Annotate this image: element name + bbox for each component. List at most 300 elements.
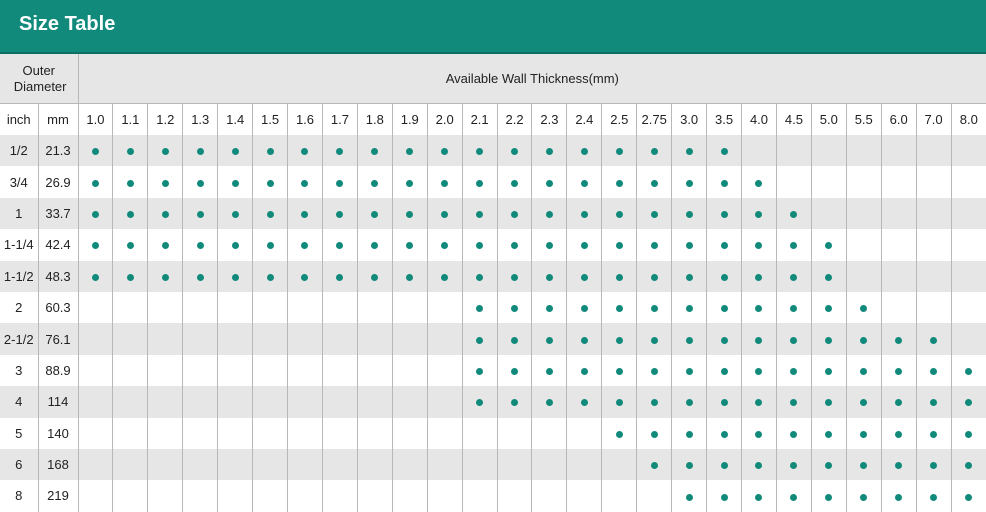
thickness-cell	[951, 418, 986, 449]
thickness-cell	[497, 229, 532, 260]
availability-dot-icon	[860, 305, 867, 312]
availability-dot-icon	[721, 399, 728, 406]
table-row	[0, 480, 986, 511]
thickness-cell	[497, 480, 532, 511]
thickness-cell	[776, 323, 811, 354]
thickness-cell	[846, 229, 881, 260]
availability-dot-icon	[825, 462, 832, 469]
thickness-cell	[567, 480, 602, 511]
availability-dot-icon	[441, 242, 448, 249]
thickness-cell	[602, 480, 637, 511]
thickness-header-cell: 2.5	[602, 104, 637, 136]
thickness-cell	[462, 449, 497, 480]
thickness-header-cell: 2.75	[637, 104, 672, 136]
thickness-cell	[183, 292, 218, 323]
thickness-cell	[637, 166, 672, 197]
availability-dot-icon	[162, 180, 169, 187]
availability-dot-icon	[686, 399, 693, 406]
thickness-cell	[846, 480, 881, 511]
thickness-cell	[253, 261, 288, 292]
inch-cell: 6	[0, 449, 38, 480]
thickness-header-cell: 2.1	[462, 104, 497, 136]
thickness-cell	[742, 292, 777, 323]
thickness-cell	[707, 198, 742, 229]
availability-dot-icon	[755, 399, 762, 406]
availability-dot-icon	[965, 399, 972, 406]
thickness-header-cell: 1.8	[357, 104, 392, 136]
thickness-cell	[811, 261, 846, 292]
thickness-cell	[148, 418, 183, 449]
thickness-cell	[113, 386, 148, 417]
availability-dot-icon	[546, 180, 553, 187]
thickness-cell	[742, 166, 777, 197]
thickness-cell	[497, 166, 532, 197]
thickness-cell	[322, 386, 357, 417]
thickness-cell	[427, 229, 462, 260]
mm-cell: 48.3	[38, 261, 78, 292]
thickness-cell	[672, 480, 707, 511]
availability-dot-icon	[406, 180, 413, 187]
inch-cell: 3	[0, 355, 38, 386]
thickness-cell	[392, 323, 427, 354]
thickness-cell	[707, 323, 742, 354]
thickness-cell	[462, 355, 497, 386]
thickness-cell	[776, 355, 811, 386]
availability-dot-icon	[930, 431, 937, 438]
thickness-cell	[322, 355, 357, 386]
page-title: Size Table	[19, 13, 116, 35]
thickness-cell	[916, 198, 951, 229]
availability-dot-icon	[441, 274, 448, 281]
thickness-cell	[602, 449, 637, 480]
thickness-cell	[811, 418, 846, 449]
thickness-cell	[742, 261, 777, 292]
thickness-header-cell: 2.3	[532, 104, 567, 136]
availability-dot-icon	[476, 180, 483, 187]
thickness-cell	[322, 135, 357, 166]
availability-dot-icon	[511, 274, 518, 281]
thickness-cell	[532, 166, 567, 197]
thickness-cell	[288, 323, 323, 354]
thickness-header-cell: 1.5	[253, 104, 288, 136]
thickness-cell	[497, 449, 532, 480]
thickness-cell	[532, 355, 567, 386]
thickness-cell	[567, 198, 602, 229]
thickness-cell	[357, 480, 392, 511]
thickness-cell	[742, 480, 777, 511]
availability-dot-icon	[755, 431, 762, 438]
thickness-cell	[392, 480, 427, 511]
availability-dot-icon	[686, 148, 693, 155]
availability-dot-icon	[651, 305, 658, 312]
thickness-cell	[218, 198, 253, 229]
mm-cell: 60.3	[38, 292, 78, 323]
availability-dot-icon	[790, 462, 797, 469]
thickness-cell	[427, 418, 462, 449]
thickness-cell	[427, 480, 462, 511]
availability-dot-icon	[197, 274, 204, 281]
availability-dot-icon	[651, 368, 658, 375]
thickness-cell	[148, 386, 183, 417]
thickness-cell	[602, 355, 637, 386]
availability-dot-icon	[686, 242, 693, 249]
thickness-cell	[951, 386, 986, 417]
table-row	[0, 418, 986, 449]
thickness-cell	[253, 135, 288, 166]
table-row	[0, 449, 986, 480]
thickness-cell	[357, 355, 392, 386]
mm-cell: 114	[38, 386, 78, 417]
availability-dot-icon	[616, 431, 623, 438]
availability-dot-icon	[721, 462, 728, 469]
availability-dot-icon	[965, 494, 972, 501]
availability-dot-icon	[930, 399, 937, 406]
availability-dot-icon	[581, 242, 588, 249]
availability-dot-icon	[232, 211, 239, 218]
thickness-cell	[776, 135, 811, 166]
availability-dot-icon	[476, 337, 483, 344]
thickness-cell	[78, 386, 113, 417]
availability-dot-icon	[616, 180, 623, 187]
thickness-cell	[113, 323, 148, 354]
table-header	[0, 54, 986, 135]
thickness-cell	[672, 229, 707, 260]
thickness-cell	[672, 323, 707, 354]
thickness-cell	[183, 386, 218, 417]
availability-dot-icon	[755, 305, 762, 312]
availability-dot-icon	[127, 148, 134, 155]
thickness-cell	[951, 198, 986, 229]
thickness-cell	[78, 261, 113, 292]
thickness-cell	[113, 198, 148, 229]
availability-dot-icon	[965, 462, 972, 469]
availability-dot-icon	[825, 494, 832, 501]
thickness-cell	[776, 229, 811, 260]
thickness-cell	[637, 292, 672, 323]
thickness-cell	[497, 386, 532, 417]
table-row	[0, 323, 986, 354]
availability-dot-icon	[197, 148, 204, 155]
mm-cell: 88.9	[38, 355, 78, 386]
availability-dot-icon	[790, 274, 797, 281]
thickness-cell	[462, 323, 497, 354]
thickness-cell	[253, 418, 288, 449]
thickness-cell	[253, 480, 288, 511]
thickness-cell	[602, 323, 637, 354]
thickness-cell	[183, 323, 218, 354]
thickness-cell	[148, 449, 183, 480]
thickness-cell	[462, 480, 497, 511]
availability-dot-icon	[651, 211, 658, 218]
availability-dot-icon	[790, 399, 797, 406]
availability-dot-icon	[755, 211, 762, 218]
thickness-cell	[78, 198, 113, 229]
thickness-cell	[322, 323, 357, 354]
thickness-cell	[707, 166, 742, 197]
thickness-cell	[322, 229, 357, 260]
table-row	[0, 166, 986, 197]
availability-dot-icon	[197, 211, 204, 218]
availability-dot-icon	[162, 242, 169, 249]
availability-dot-icon	[92, 148, 99, 155]
thickness-cell	[497, 292, 532, 323]
inch-cell: 1	[0, 198, 38, 229]
thickness-cell	[846, 135, 881, 166]
availability-dot-icon	[581, 337, 588, 344]
thickness-cell	[113, 480, 148, 511]
availability-dot-icon	[476, 274, 483, 281]
availability-dot-icon	[651, 337, 658, 344]
thickness-cell	[462, 135, 497, 166]
thickness-cell	[776, 480, 811, 511]
availability-dot-icon	[197, 180, 204, 187]
thickness-cell	[322, 261, 357, 292]
thickness-cell	[707, 229, 742, 260]
thickness-cell	[951, 323, 986, 354]
thickness-cell	[462, 418, 497, 449]
thickness-cell	[811, 480, 846, 511]
thickness-cell	[183, 355, 218, 386]
availability-dot-icon	[301, 274, 308, 281]
availability-dot-icon	[581, 399, 588, 406]
inch-cell: 4	[0, 386, 38, 417]
thickness-cell	[707, 261, 742, 292]
thickness-cell	[846, 198, 881, 229]
availability-dot-icon	[930, 462, 937, 469]
availability-dot-icon	[860, 337, 867, 344]
thickness-cell	[881, 166, 916, 197]
thickness-header-cell: 5.5	[846, 104, 881, 136]
thickness-cell	[148, 135, 183, 166]
thickness-cell	[113, 355, 148, 386]
thickness-cell	[183, 449, 218, 480]
thickness-cell	[846, 166, 881, 197]
thickness-cell	[532, 261, 567, 292]
availability-dot-icon	[301, 148, 308, 155]
thickness-header-cell: 1.4	[218, 104, 253, 136]
availability-dot-icon	[441, 211, 448, 218]
thickness-cell	[637, 386, 672, 417]
thickness-cell	[392, 449, 427, 480]
thickness-header-cell: 3.0	[672, 104, 707, 136]
thickness-cell	[951, 261, 986, 292]
availability-dot-icon	[511, 211, 518, 218]
thickness-cell	[672, 135, 707, 166]
availability-dot-icon	[895, 462, 902, 469]
thickness-cell	[78, 229, 113, 260]
thickness-cell	[602, 386, 637, 417]
thickness-cell	[567, 292, 602, 323]
thickness-cell	[427, 166, 462, 197]
thickness-cell	[288, 480, 323, 511]
availability-dot-icon	[825, 305, 832, 312]
thickness-cell	[357, 229, 392, 260]
thickness-cell	[392, 229, 427, 260]
availability-dot-icon	[825, 242, 832, 249]
thickness-cell	[672, 386, 707, 417]
thickness-cell	[742, 449, 777, 480]
thickness-cell	[148, 480, 183, 511]
thickness-cell	[951, 480, 986, 511]
thickness-cell	[881, 261, 916, 292]
thickness-cell	[811, 135, 846, 166]
availability-dot-icon	[686, 305, 693, 312]
thickness-cell	[148, 292, 183, 323]
header-row-units	[0, 104, 986, 136]
availability-dot-icon	[476, 399, 483, 406]
thickness-cell	[846, 292, 881, 323]
availability-dot-icon	[825, 274, 832, 281]
thickness-cell	[78, 480, 113, 511]
availability-dot-icon	[790, 337, 797, 344]
availability-dot-icon	[616, 274, 623, 281]
thickness-cell	[288, 166, 323, 197]
availability-dot-icon	[721, 211, 728, 218]
availability-dot-icon	[336, 148, 343, 155]
thickness-cell	[846, 355, 881, 386]
table-row	[0, 229, 986, 260]
availability-dot-icon	[406, 242, 413, 249]
thickness-cell	[776, 449, 811, 480]
thickness-cell	[811, 229, 846, 260]
availability-dot-icon	[162, 274, 169, 281]
thickness-cell	[288, 135, 323, 166]
thickness-cell	[637, 449, 672, 480]
thickness-cell	[78, 323, 113, 354]
thickness-cell	[113, 261, 148, 292]
availability-dot-icon	[232, 242, 239, 249]
availability-dot-icon	[267, 274, 274, 281]
thickness-cell	[742, 386, 777, 417]
availability-dot-icon	[755, 462, 762, 469]
thickness-cell	[427, 355, 462, 386]
thickness-cell	[218, 261, 253, 292]
thickness-cell	[602, 229, 637, 260]
thickness-cell	[322, 166, 357, 197]
thickness-cell	[392, 355, 427, 386]
outer-diameter-label: Outer Diameter	[13, 62, 67, 94]
availability-dot-icon	[371, 274, 378, 281]
thickness-cell	[776, 166, 811, 197]
availability-dot-icon	[92, 242, 99, 249]
availability-dot-icon	[825, 368, 832, 375]
availability-dot-icon	[127, 274, 134, 281]
thickness-cell	[567, 261, 602, 292]
mm-cell: 76.1	[38, 323, 78, 354]
thickness-cell	[916, 480, 951, 511]
thickness-header-cell: 3.5	[707, 104, 742, 136]
thickness-cell	[427, 292, 462, 323]
wall-thickness-header: Available Wall Thickness(mm)	[78, 54, 986, 104]
mm-cell: 21.3	[38, 135, 78, 166]
thickness-cell	[322, 418, 357, 449]
outer-diameter-header	[0, 54, 78, 104]
availability-dot-icon	[965, 368, 972, 375]
thickness-cell	[253, 355, 288, 386]
thickness-header-cell: 1.2	[148, 104, 183, 136]
availability-dot-icon	[651, 274, 658, 281]
thickness-cell	[532, 480, 567, 511]
availability-dot-icon	[721, 368, 728, 375]
thickness-cell	[846, 449, 881, 480]
availability-dot-icon	[92, 211, 99, 218]
thickness-cell	[392, 292, 427, 323]
thickness-cell	[183, 166, 218, 197]
thickness-cell	[427, 135, 462, 166]
thickness-cell	[811, 292, 846, 323]
availability-dot-icon	[232, 274, 239, 281]
thickness-cell	[637, 418, 672, 449]
thickness-cell	[357, 166, 392, 197]
thickness-cell	[427, 261, 462, 292]
thickness-cell	[602, 292, 637, 323]
availability-dot-icon	[860, 368, 867, 375]
thickness-cell	[148, 198, 183, 229]
availability-dot-icon	[860, 494, 867, 501]
availability-dot-icon	[930, 368, 937, 375]
thickness-cell	[392, 166, 427, 197]
thickness-header-cell: 2.0	[427, 104, 462, 136]
thickness-cell	[462, 198, 497, 229]
thickness-cell	[916, 323, 951, 354]
availability-dot-icon	[476, 305, 483, 312]
thickness-cell	[148, 229, 183, 260]
thickness-header-cell: 7.0	[916, 104, 951, 136]
availability-dot-icon	[651, 148, 658, 155]
header-row-group	[0, 54, 986, 104]
availability-dot-icon	[616, 399, 623, 406]
thickness-cell	[846, 261, 881, 292]
availability-dot-icon	[755, 242, 762, 249]
thickness-cell	[497, 323, 532, 354]
availability-dot-icon	[651, 399, 658, 406]
availability-dot-icon	[790, 431, 797, 438]
availability-dot-icon	[721, 494, 728, 501]
thickness-cell	[462, 261, 497, 292]
availability-dot-icon	[686, 368, 693, 375]
mm-cell: 168	[38, 449, 78, 480]
thickness-cell	[916, 355, 951, 386]
thickness-cell	[532, 135, 567, 166]
thickness-cell	[776, 292, 811, 323]
inch-cell: 8	[0, 480, 38, 511]
thickness-cell	[78, 449, 113, 480]
thickness-cell	[497, 261, 532, 292]
thickness-cell	[916, 292, 951, 323]
availability-dot-icon	[825, 431, 832, 438]
availability-dot-icon	[511, 305, 518, 312]
availability-dot-icon	[371, 211, 378, 218]
thickness-cell	[916, 135, 951, 166]
thickness-cell	[148, 261, 183, 292]
availability-dot-icon	[301, 180, 308, 187]
thickness-header-cell: 1.1	[113, 104, 148, 136]
inch-cell: 2	[0, 292, 38, 323]
thickness-cell	[532, 323, 567, 354]
availability-dot-icon	[721, 180, 728, 187]
availability-dot-icon	[511, 337, 518, 344]
inch-cell: 2-1/2	[0, 323, 38, 354]
thickness-cell	[811, 355, 846, 386]
availability-dot-icon	[546, 399, 553, 406]
thickness-cell	[288, 229, 323, 260]
thickness-cell	[253, 386, 288, 417]
availability-dot-icon	[581, 211, 588, 218]
availability-dot-icon	[127, 242, 134, 249]
thickness-cell	[951, 292, 986, 323]
thickness-cell	[218, 229, 253, 260]
thickness-cell	[322, 449, 357, 480]
